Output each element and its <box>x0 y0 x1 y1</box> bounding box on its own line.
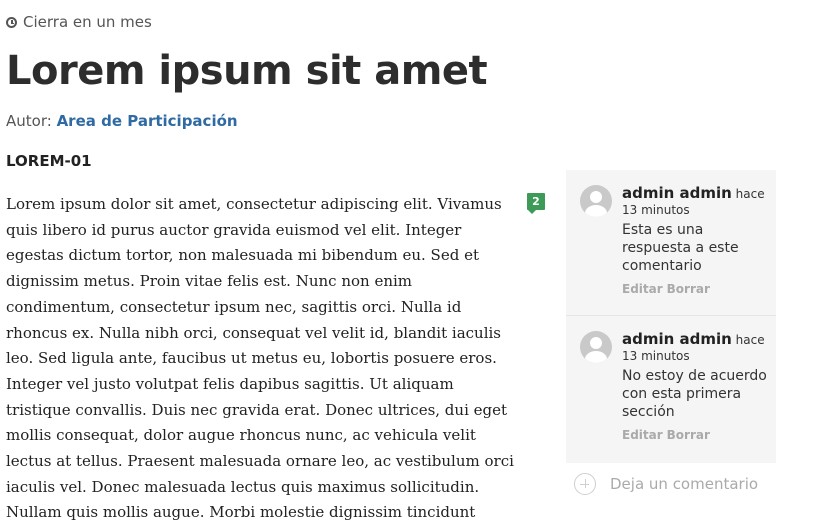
comment-count-badge[interactable]: 2 <box>527 193 545 210</box>
comment-item <box>566 170 776 316</box>
author-label: Autor: <box>6 112 52 130</box>
comment-time-prefix: hace <box>735 333 765 347</box>
comment-meta <box>622 331 772 364</box>
comment-text: Esta es una respuesta a este comentario <box>622 222 739 274</box>
comment-actions <box>622 282 714 296</box>
leave-comment-button[interactable] <box>574 473 758 495</box>
comment-author: admin admin <box>622 184 732 202</box>
delete-comment-button[interactable]: Borrar <box>666 282 710 296</box>
comment-text: No estoy de acuerdo con esta primera sección <box>622 368 767 420</box>
body-text: Lorem ipsum dolor sit amet, consectetur adipiscing elit. Vivamus quis libero id purus auctor gravida euismod vel elit. Integer egestas dictum tortor, non malesuada mi bibendum eu. Sed et dignissim metus. Proin vitae felis est. Nunc non enim condimentum, consectetur ipsum nec, sagittis orci. Nulla id rhoncus ex. Nulla nibh orci, consequat vel velit id, blandit iaculis leo. Sed ligula ante, faucibus ut metus eu, lobortis posuere eros. Integer vel justo volutpat felis dapibus sagittis. Ut aliquam tristique convallis. Duis nec gravida erat. Donec ultrices, dui eget mollis consequat, dolor augue rhoncus nunc, ac vehicula velit lectus at tellus. Praesent malesuada ornare leo, ac vestibulum orci iaculis vel. Donec malesuada lectus quis maximus sollicitudin. Nullam quis mollis augue. Morbi molestie dignissim tincidunt <box>6 195 514 522</box>
comment-meta <box>622 185 772 218</box>
author-line <box>6 112 238 130</box>
plus-circle-icon <box>574 473 596 495</box>
closing-info <box>6 13 152 31</box>
comment-author: admin admin <box>622 330 732 348</box>
leave-comment-label: Deja un comentario <box>610 475 759 493</box>
edit-comment-button[interactable]: Editar <box>622 428 663 442</box>
comment-time: 13 minutos <box>622 349 690 363</box>
comment-actions <box>622 428 714 442</box>
comment-item <box>566 316 776 463</box>
author-link[interactable]: Area de Participación <box>56 112 238 130</box>
comment-time-prefix: hace <box>735 187 765 201</box>
avatar <box>580 331 612 363</box>
delete-comment-button[interactable]: Borrar <box>666 428 710 442</box>
clock-icon <box>6 17 17 28</box>
avatar <box>580 185 612 217</box>
edit-comment-button[interactable]: Editar <box>622 282 663 296</box>
comments-panel <box>566 170 776 463</box>
comment-time: 13 minutos <box>622 203 690 217</box>
closing-text: Cierra en un mes <box>23 13 152 31</box>
document-code: LOREM-01 <box>6 152 92 170</box>
page-title: Lorem ipsum sit amet <box>6 48 488 94</box>
